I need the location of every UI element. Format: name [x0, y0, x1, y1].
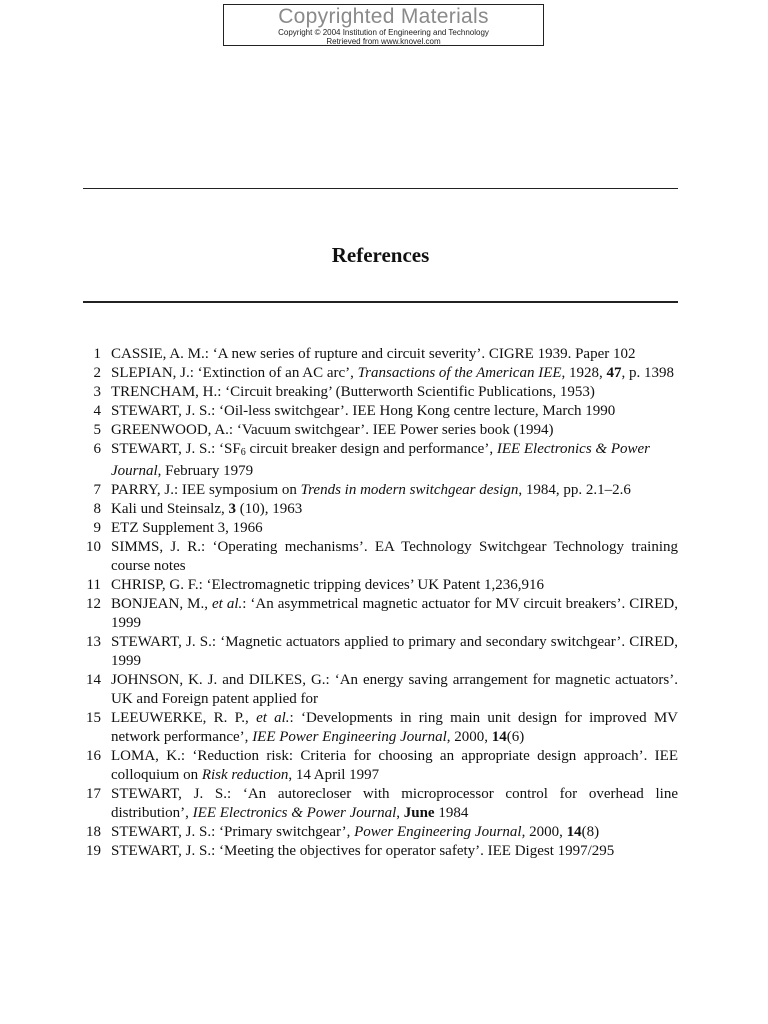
reference-text-part: STEWART, J. S.: ‘Oil-less switchgear’. IEE Hong Kong centre lecture, March 1990: [111, 403, 616, 419]
reference-number: 18: [86, 824, 101, 840]
page-title: References: [331, 243, 430, 267]
reference-item: [83, 595, 678, 633]
reference-text-part: LEEUWERKE, R. P.,: [111, 710, 257, 726]
reference-text-part: 47: [606, 365, 622, 381]
reference-number: 11: [86, 577, 101, 593]
reference-item: [83, 576, 678, 595]
reference-text-part: : ‘Developments in ring main unit design for improved MV network performance’,: [111, 710, 678, 745]
reference-text-part: , p. 1398: [621, 365, 675, 381]
reference-text: [111, 823, 678, 842]
reference-item: [83, 842, 678, 861]
reference-text: [111, 402, 678, 421]
reference-list: [83, 345, 678, 861]
reference-text-part: SLEPIAN, J.: ‘Extinction of an AC arc’,: [111, 365, 358, 381]
copyright-watermark: [223, 4, 544, 46]
reference-text-part: et al.: [211, 596, 243, 612]
reference-text-part: IEE Electronics & Power Journal: [111, 441, 650, 479]
reference-number: 15: [86, 710, 101, 726]
reference-item: [83, 440, 678, 481]
reference-text-part: Trends in modern switchgear design: [300, 482, 519, 498]
reference-text-part: 14: [566, 824, 582, 840]
reference-text: [111, 576, 678, 595]
reference-text-part: JOHNSON, K. J. and DILKES, G.: ‘An energy saving arrangement for magnetic actuators’. UK and Foreign patent applied for: [111, 672, 678, 707]
reference-text: [111, 440, 678, 481]
reference-number: 16: [86, 748, 101, 764]
reference-item: [83, 500, 678, 519]
reference-text-part: STEWART, J. S.: ‘Meeting the objectives for operator safety’. IEE Digest 1997/295: [111, 843, 615, 859]
reference-item: [83, 383, 678, 402]
reference-text: [111, 747, 678, 785]
reference-text: [111, 345, 678, 364]
reference-text-part: ,: [396, 805, 404, 821]
reference-text-part: , 2000,: [446, 729, 492, 745]
reference-text: [111, 633, 678, 671]
reference-text-part: 1984: [434, 805, 469, 821]
watermark-source-line: Retrieved from www.knovel.com: [326, 37, 441, 46]
reference-item: [83, 402, 678, 421]
reference-text-part: SIMMS, J. R.: ‘Operating mechanisms’. EA Technology Switchgear Technology training course notes: [111, 539, 678, 574]
reference-text: [111, 538, 678, 576]
reference-text-part: circuit breaker design and performance’,: [245, 441, 497, 457]
reference-text-part: (8): [581, 824, 600, 840]
reference-item: [83, 785, 678, 823]
watermark-copyright-line: Copyright © 2004 Institution of Engineering and Technology: [278, 28, 489, 37]
reference-text-part: PARRY, J.: IEE symposium on: [111, 482, 301, 498]
reference-item: [83, 519, 678, 538]
reference-text: [111, 364, 678, 383]
reference-number: 13: [86, 634, 101, 650]
reference-text-part: Risk reduction: [201, 767, 289, 783]
reference-text-part: STEWART, J. S.: ‘An autorecloser with microprocessor control for overhead line distribution’,: [111, 786, 678, 821]
reference-text-part: STEWART, J. S.: ‘Primary switchgear’,: [111, 824, 355, 840]
reference-text-part: ETZ Supplement 3, 1966: [111, 520, 263, 536]
reference-text-part: STEWART, J. S.: ‘SF: [111, 441, 241, 457]
reference-text-part: 3: [228, 501, 236, 517]
reference-text-part: Kali und Steinsalz,: [111, 501, 229, 517]
reference-text-part: GREENWOOD, A.: ‘Vacuum switchgear’. IEE Power series book (1994): [111, 422, 554, 438]
reference-item: [83, 633, 678, 671]
reference-number: 14: [86, 672, 101, 688]
reference-text: [111, 500, 678, 519]
reference-text-part: , 2000,: [521, 824, 567, 840]
bottom-divider: [83, 301, 678, 303]
reference-text: [111, 421, 678, 440]
reference-text-part: STEWART, J. S.: ‘Magnetic actuators applied to primary and secondary switchgear’. CIRED, 1999: [111, 634, 678, 669]
reference-item: [83, 421, 678, 440]
reference-text: [111, 842, 678, 861]
reference-text-part: et al.: [256, 710, 290, 726]
reference-text-part: LOMA, K.: ‘Reduction risk: Criteria for choosing an appropriate design approach’. IEE colloquium on: [111, 748, 678, 783]
watermark-title: Copyrighted Materials: [278, 5, 489, 28]
reference-text: [111, 481, 678, 500]
reference-item: [83, 823, 678, 842]
reference-text: [111, 785, 678, 823]
reference-text-part: Transactions of the American IEE: [357, 365, 562, 381]
reference-text: [111, 671, 678, 709]
reference-number: 6: [93, 441, 101, 457]
reference-text-part: , 14 April 1997: [288, 767, 380, 783]
top-divider: [83, 188, 678, 189]
reference-item: [83, 345, 678, 364]
reference-text-part: 14: [491, 729, 507, 745]
reference-item: [83, 671, 678, 709]
reference-text-part: 6: [240, 447, 246, 458]
reference-text-part: , 1984, pp. 2.1–2.6: [518, 482, 631, 498]
reference-text-part: , 1928,: [561, 365, 607, 381]
reference-number: 19: [86, 843, 101, 859]
reference-text: [111, 519, 678, 538]
reference-text-part: , February 1979: [157, 463, 254, 479]
reference-number: 3: [93, 384, 101, 400]
reference-item: [83, 481, 678, 500]
reference-text-part: : ‘An asymmetrical magnetic actuator for MV circuit breakers’. CIRED, 1999: [111, 596, 678, 631]
reference-text-part: Power Engineering Journal: [354, 824, 522, 840]
reference-item: [83, 709, 678, 747]
reference-number: 4: [93, 403, 101, 419]
reference-number: 7: [93, 482, 101, 498]
reference-text-part: CASSIE, A. M.: ‘A new series of rupture and circuit severity’. CIGRE 1939. Paper 102: [111, 346, 636, 362]
reference-text: [111, 595, 678, 633]
reference-text-part: CHRISP, G. F.: ‘Electromagnetic tripping devices’ UK Patent 1,236,916: [111, 577, 545, 593]
reference-item: [83, 538, 678, 576]
reference-text: [111, 709, 678, 747]
reference-item: [83, 364, 678, 383]
reference-number: 2: [93, 365, 101, 381]
reference-text-part: BONJEAN, M.,: [111, 596, 212, 612]
reference-number: 17: [86, 786, 101, 802]
reference-number: 5: [93, 422, 101, 438]
reference-text-part: TRENCHAM, H.: ‘Circuit breaking’ (Butterworth Scientific Publications, 1953): [111, 384, 595, 400]
reference-text-part: (6): [506, 729, 525, 745]
reference-text-part: June: [403, 805, 435, 821]
reference-text-part: IEE Electronics & Power Journal: [192, 805, 397, 821]
reference-number: 1: [93, 346, 101, 362]
reference-number: 9: [93, 520, 101, 536]
reference-number: 10: [86, 539, 101, 555]
reference-number: 8: [93, 501, 101, 517]
reference-text: [111, 383, 678, 402]
reference-text-part: (10), 1963: [235, 501, 303, 517]
reference-item: [83, 747, 678, 785]
reference-text-part: IEE Power Engineering Journal: [252, 729, 447, 745]
reference-number: 12: [86, 596, 101, 612]
